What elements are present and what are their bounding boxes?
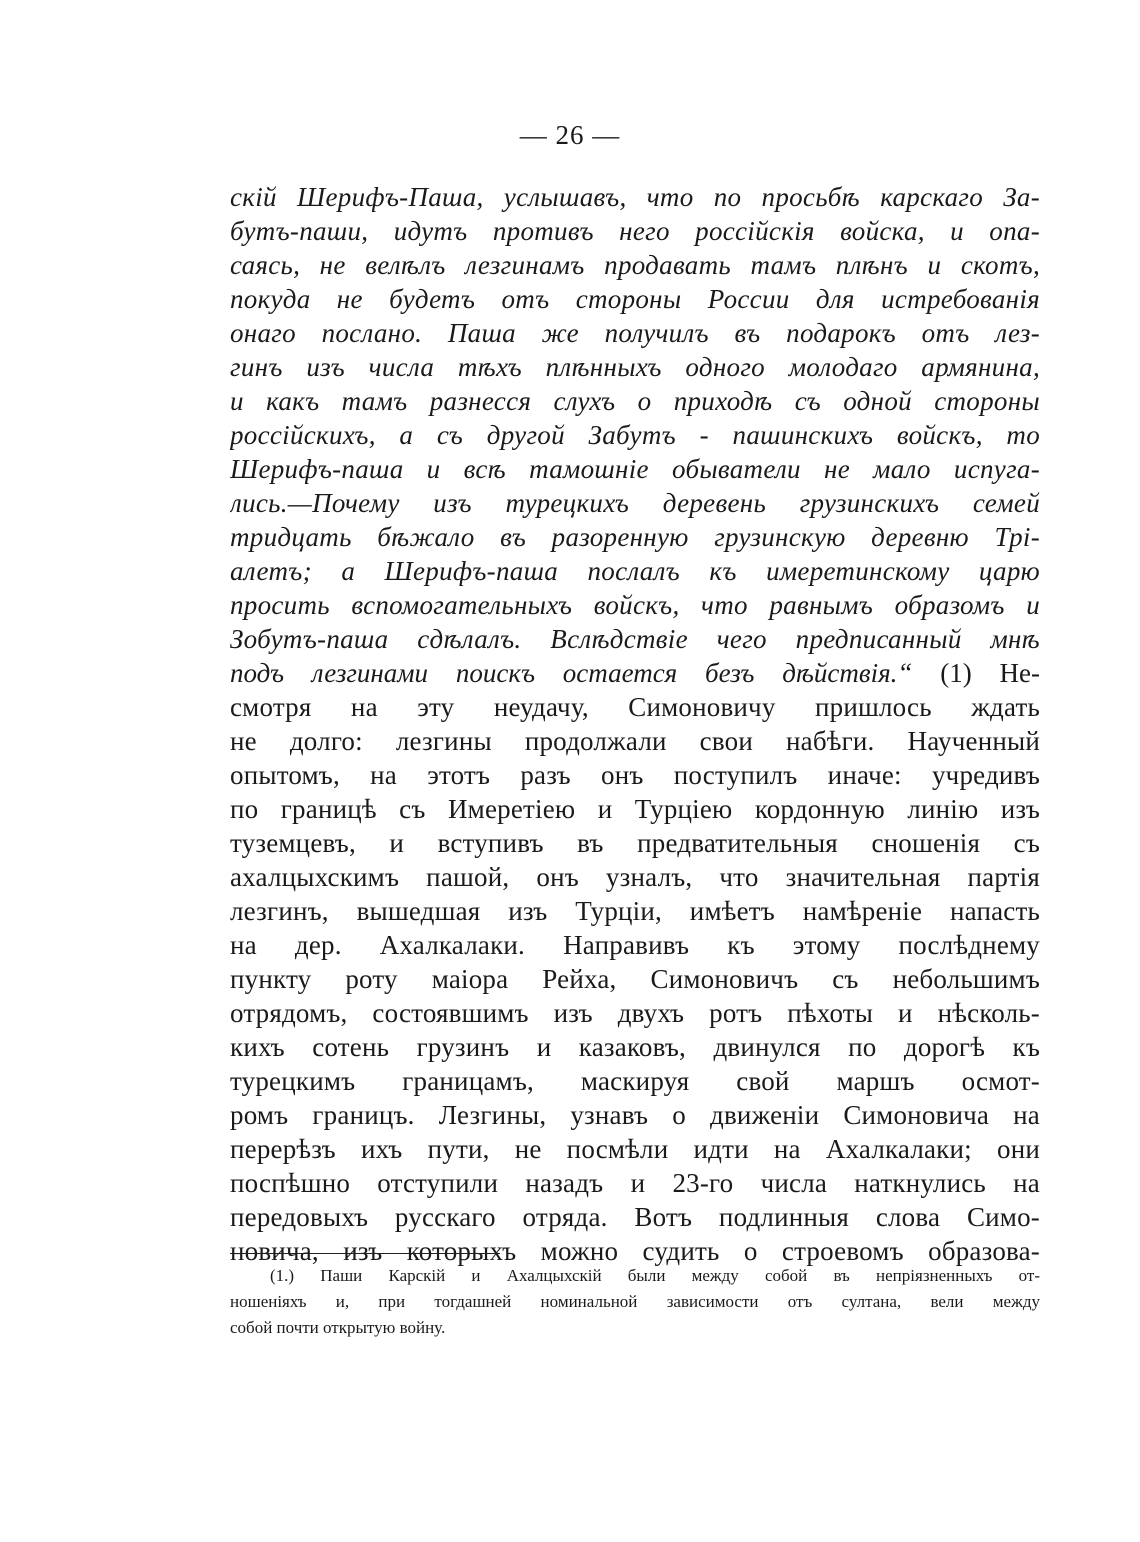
footnote-line: (1.) Паши Карскій и Ахалцыхскій были между собой въ непріязненныхъ от- xyxy=(270,1266,1040,1285)
text-line: Зобутъ-паша сдѣлалъ. Вслѣдствіе чего предписанный мнѣ xyxy=(230,624,1040,654)
text-line: алетъ; а Шерифъ-паша послалъ къ имеретинскому царю xyxy=(230,556,1040,586)
text-line: тридцать бѣжало въ разоренную грузинскую деревню Трі- xyxy=(230,522,1040,552)
quoted-text: подъ лезгинами поискъ остается безъ дѣйствія.“ xyxy=(230,658,913,688)
footnote-line: собой почти открытую войну. xyxy=(230,1318,446,1337)
text-line: турецкимъ границамъ, маскируя свой маршъ осмот- xyxy=(230,1066,1040,1096)
text-line: отрядомъ, состоявшимъ изъ двухъ ротъ пѣхоты и нѣсколь- xyxy=(230,998,1040,1028)
text-line: бутъ-паши, идутъ противъ него россійскія войска, и опа- xyxy=(230,216,1040,246)
page-number: — 26 — xyxy=(519,120,621,150)
text-line: на дер. Ахалкалаки. Направивъ къ этому послѣднему xyxy=(230,930,1040,960)
text-line: лись.—Почему изъ турецкихъ деревень грузинскихъ семей xyxy=(230,488,1040,518)
text-line: онаго послано. Паша же получилъ въ подарокъ отъ лез- xyxy=(230,318,1040,348)
text-line xyxy=(230,656,1040,690)
footnote xyxy=(230,1263,1040,1341)
text-line: ромъ границъ. Лезгины, узнавъ о движеніи Симоновича на xyxy=(230,1100,1040,1130)
text-line: гинъ изъ числа тѣхъ плѣнныхъ одного молодаго армянина, xyxy=(230,352,1040,382)
text-line: просить вспомогательныхъ войскъ, что равнымъ образомъ и xyxy=(230,590,1040,620)
text-line: новича, изъ которыхъ можно судить о строевомъ образова- xyxy=(230,1236,1040,1266)
text-line: саясь, не велѣлъ лезгинамъ продавать тамъ плѣнъ и скотъ, xyxy=(230,250,1040,280)
text-line: скій Шерифъ-Паша, услышавъ, что по просьбѣ карскаго За- xyxy=(230,182,1040,212)
text-line: пункту роту маіора Рейха, Симоновичъ съ небольшимъ xyxy=(230,964,1040,994)
main-text xyxy=(230,180,1040,1268)
footnote-reference-text: (1) Не- xyxy=(912,658,1040,688)
text-line: смотря на эту неудачу, Симоновичу пришлось ждать xyxy=(230,692,1040,722)
footnote-separator xyxy=(230,1253,500,1254)
text-line: и какъ тамъ разнесся слухъ о приходѣ съ одной стороны xyxy=(230,386,1040,416)
text-line: россійскихъ, а съ другой Забутъ - пашинскихъ войскъ, то xyxy=(230,420,1040,450)
text-line: поспѣшно отступили назадъ и 23-го числа наткнулись на xyxy=(230,1168,1040,1198)
text-line: передовыхъ русскаго отряда. Вотъ подлинныя слова Симо- xyxy=(230,1202,1040,1232)
text-line: перерѣзъ ихъ пути, не посмѣли идти на Ахалкалаки; они xyxy=(230,1134,1040,1164)
text-line: кихъ сотень грузинъ и казаковъ, двинулся по дорогѣ къ xyxy=(230,1032,1040,1062)
text-line: ахалцыхскимъ пашой, онъ узналъ, что значительная партія xyxy=(230,862,1040,892)
text-line: лезгинъ, вышедшая изъ Турціи, имѣетъ намѣреніе напасть xyxy=(230,896,1040,926)
text-line: по границѣ съ Имеретіею и Турціею кордонную линію изъ xyxy=(230,794,1040,824)
text-line: не долго: лезгины продолжали свои набѣги. Наученный xyxy=(230,726,1040,756)
text-line: опытомъ, на этотъ разъ онъ поступилъ иначе: учредивъ xyxy=(230,760,1040,790)
text-line: Шерифъ-паша и всѣ тамошніе обыватели не мало испуга- xyxy=(230,454,1040,484)
text-line: покуда не будетъ отъ стороны России для истребованія xyxy=(230,284,1040,314)
footnote-line: ношеніяхъ и, при тогдашней номинальной зависимости отъ султана, вели между xyxy=(230,1292,1040,1311)
text-line: туземцевъ, и вступивъ въ предватительныя сношенія съ xyxy=(230,828,1040,858)
